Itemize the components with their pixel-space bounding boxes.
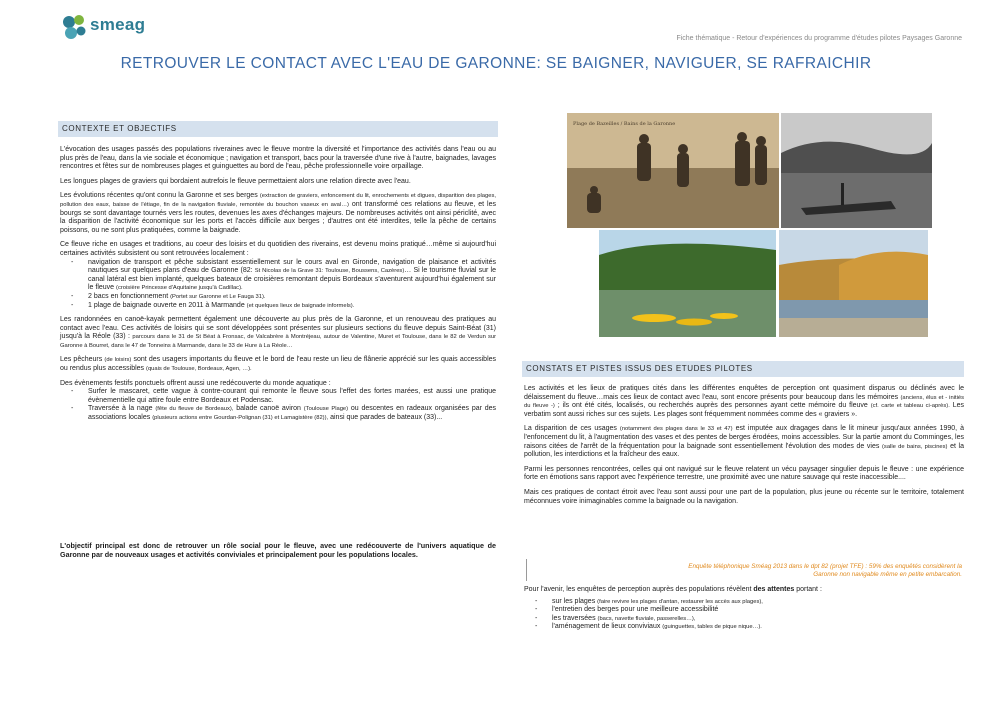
findings-column — [524, 385, 964, 512]
section-context-heading: CONTEXTE ET OBJECTIFS — [58, 121, 498, 137]
list-item: - navigation de transport et pêche subsistant essentiellement sur le cours aval en Gironde, navigation de plaisance et activités nautiques sur quelques plans d'eau de Garonne (82: St Nicolas de la Grave 31: Toulouse, Boussens, Cazères)… Si le tourisme fluvial sur le canal latéral est bien implanté, quelques bateaux de croisières remontant depuis Bordeaux s'aventurent aujourd'hui également sur le fleuve (croisière Princesse d'Aquitaine jusqu'à Cadillac). — [60, 259, 496, 293]
header-note: Fiche thématique - Retour d'expériences du programme d'études pilotes Paysages Garonne — [676, 35, 962, 42]
paragraph: La disparition de ces usages (notamment des plages dans le 33 et 47) est imputée aux dragages dans le lit mineur jusqu'aux années 1990, à l'enfoncement du lit, à l'augmentation des vases et des pentes de berges érodées, moins accessibles. Sur la partie amont du Comminges, les raisons citées de l'arrêt de la fréquentation pour la baignade sont essentiellement l'évolution des modes de vies (salle de bains, piscines) et la pollution, les interdictions et la fraîcheur des eaux. — [524, 425, 965, 459]
event-list — [60, 388, 496, 422]
paragraph: Mais ces pratiques de contact étroit avec l'eau sont aussi pour une part de la population, plus jeune ou récente sur le territoire, totalement méconnues voire inimaginables comme la baignade ou la navigation. — [524, 488, 964, 505]
list-item: - Surfer le mascaret, cette vague à contre-courant qui remonte le fleuve sous l'effet des fortes marées, est aussi une pratique évènementielle qui attire foule entre Bordeaux et Podensac. — [60, 388, 496, 405]
photo-river-landscape — [779, 230, 928, 337]
list-item: - l'entretien des berges pour une meilleure accessibilité — [524, 606, 964, 615]
quote-divider — [526, 559, 527, 581]
paragraph: Parmi les personnes rencontrées, celles qui ont navigué sur le fleuve relatent un vécu paysager singulier depuis le fleuve : une expérience forte en émotions sans rapport avec l'expérience terrestre, une proximité avec une nature sauvage qui reste inaccessible.... — [524, 465, 964, 482]
paragraph: Des évènements festifs ponctuels offrent aussi une redécouverte du monde aquatique : — [60, 379, 331, 387]
photo-historic-boat — [781, 113, 932, 228]
page-title: RETROUVER LE CONTACT AVEC L'EAU DE GARONNE: SE BAIGNER, NAVIGUER, SE RAFRAICHIR — [120, 55, 872, 72]
list-item: - l'aménagement de lieux conviviaux (guinguettes, tables de pique nique…). — [524, 623, 964, 632]
list-item: - sur les plages (faire revivre les plages d'antan, restaurer les accès aux plages), — [524, 598, 964, 607]
photo-caption: Plage de Bazeilles / Bains de la Garonne — [573, 121, 676, 127]
paragraph: Les randonnées en canoë-kayak permettent également une découverte au plus près de la Garonne, et un renouveau des pratiques au contact avec l'eau. Ces activités de loisirs qui se sont développées sont présentes sur plusieurs sections du fleuve depuis Saint-Béat (31) jusqu'à la Réole (33) : parcours dans le 31 de St Béat à Fronsac, de Valcabrère à Montréjeau, autour de Valentine, Muret et Toulouse, dans le 82 de Verdun sur Garonne à Bourret, dans le 47 de Tonneins à Marmande, dans le 33 de Hure à La Réole… — [60, 316, 496, 349]
list-item: - 1 plage de baignade ouverte en 2011 à Marmande (et quelques lieux de baignade informels). — [60, 302, 496, 311]
main-objective: L'objectif principal est donc de retrouver un rôle social pour le fleuve, avec une redécouverte de l'univers aquatique de Garonne par de nouveaux usages et activités conviviales et principalement pour les populations locales. — [60, 541, 496, 559]
smeag-logo — [62, 14, 152, 42]
logo-name: smeag — [90, 15, 146, 34]
paragraph: Les pêcheurs (de loisirs) sont des usagers importants du fleuve et le bord de l'eau reste un lieu de flânerie apprécié sur les quais accessibles ou rendus plus accessibles (quais de Toulouse, Bordeaux, Agen, …). — [60, 356, 497, 373]
future-expectations — [524, 586, 964, 638]
activity-list — [60, 259, 496, 311]
paragraph: Pour l'avenir, les enquêtes de perception auprès des populations révèlent des attentes portant : — [524, 586, 822, 593]
context-column — [60, 146, 496, 429]
list-item: - les traversées (bacs, navette fluviale, passerelles…), — [524, 615, 964, 624]
list-item: - Traversée à la nage (fête du fleuve de Bordeaux), balade canoë aviron (Toulouse Plage) ou descentes en radeaux organisées par des associations locales (plusieurs actions entre Gourdan-Polignan (31) et Lamagistère (82)), ainsi que parades de bateaux (33)... — [60, 405, 496, 422]
photo-canoes — [599, 230, 776, 337]
survey-quote: Enquête téléphonique Sméag 2013 dans le dpt 82 (projet TFE) : 59% des enquêtés considèrent la Garonne non navigable même en petite embarcation. — [688, 563, 962, 578]
list-item: - 2 bacs en fonctionnement (Portet sur Garonne et Le Fauga 31). — [60, 293, 496, 302]
photo-historic-bathers — [567, 113, 779, 228]
paragraph: Les longues plages de graviers qui bordaient autrefois le fleuve permettaient alors une relation directe avec l'eau. — [60, 177, 411, 185]
paragraph: Les évolutions récentes qu'ont connu la Garonne et ses berges (extraction de graviers, enfoncement du lit, enrochements et digues, disparition des plages, pollution des eaux, baisse de l'étiage, fin de la navigation fluviale, remontée du bouchon vaseux en aval…) ont transformé ces relations au fleuve, et les bourgs se sont davantage tournés vers les routes, devenues les axes d'échanges majeurs. De nombreuses activités ont ainsi périclité, avec la disparition de l'activité économique sur les ports et l'accès difficile aux berges ; d'autres ont été interdites, telle la pêche de certains poissons, ou ne sont plus pratiquées, comme la baignade. — [60, 192, 496, 234]
paragraph: L'évocation des usages passés des populations riveraines avec le fleuve montre la diversité et l'importance des activités dans l'eau ou au plus près de l'eau, dans la vie sociale et économique ; navigation et transport, bacs pour la traversée d'une rive à l'autre, baignades, lavages rencontres et fêtes sur de nombreuses plages et guinguettes au bord de l'eau, pêche professionnelle voire orpaillage. — [60, 146, 496, 171]
section-findings-heading: CONSTATS ET PISTES ISSUS DES ETUDES PILOTES — [522, 361, 964, 377]
smeag-logo-icon — [62, 14, 88, 42]
expectations-list — [524, 598, 964, 632]
paragraph: Ce fleuve riche en usages et traditions, au coeur des loisirs et du quotidien des riverains, est devenu moins pratiqué…même si aujourd'hui certaines activités subsistent ou sont retrouvées localement : — [60, 241, 496, 257]
paragraph: Les activités et les lieux de pratiques cités dans les différentes enquêtes de perception ont quasiment disparus ou déclinés avec le délaissement du fleuve…mais ces lieux de contact avec l'eau, sont encore présents pour beaucoup dans les mémoires (anciens, élus et - initiés du fleuve -) ; ils ont été cités, localisés, ou recherchés auprès des personnes ayant cette mémoire du fleuve (cf. carte et tableau ci-après). Les verbatim sont aussi riches sur ces sujets. Les plages sont fréquemment nommées comme des « graviers ». — [524, 385, 965, 418]
